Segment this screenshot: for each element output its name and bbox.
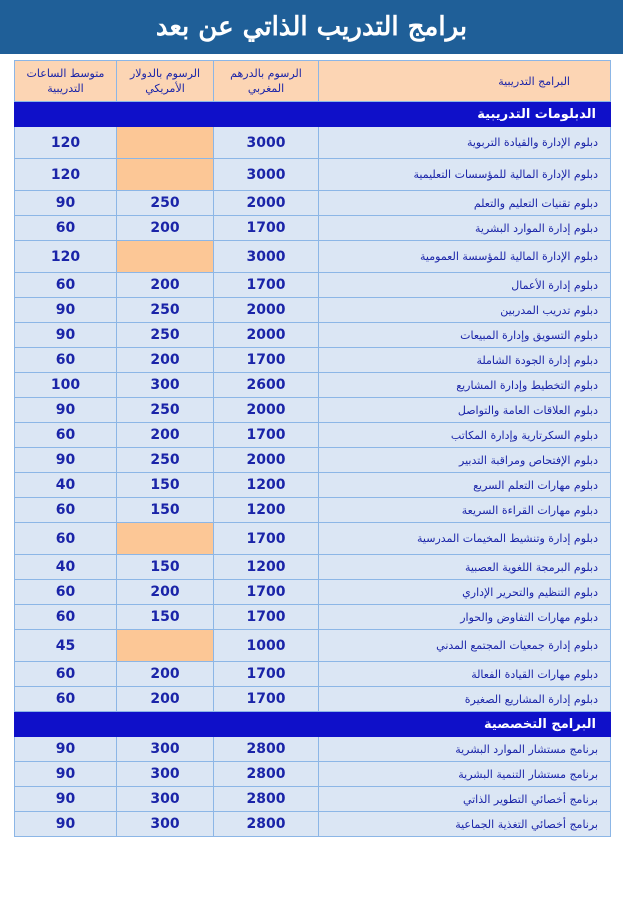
table-row <box>15 555 611 580</box>
program-name-cell: دبلوم الإدارة والقيادة التربوية <box>319 127 611 159</box>
table-row <box>15 323 611 348</box>
mad-fee-cell: 2800 <box>214 787 319 812</box>
table-row <box>15 159 611 191</box>
usd-fee-cell: 250 <box>117 398 214 423</box>
mad-fee-cell: 2800 <box>214 762 319 787</box>
header-mad: الرسوم بالدرهم المغربي <box>214 61 319 102</box>
mad-fee-cell: 2800 <box>214 812 319 837</box>
mad-fee-cell: 1700 <box>214 662 319 687</box>
usd-fee-cell: 250 <box>117 191 214 216</box>
hours-cell: 90 <box>15 787 117 812</box>
usd-fee-cell: 300 <box>117 373 214 398</box>
mad-fee-cell: 1200 <box>214 473 319 498</box>
usd-fee-cell <box>117 159 214 191</box>
program-name-cell: برنامج مستشار التنمية البشرية <box>319 762 611 787</box>
program-name-cell: برنامج مستشار الموارد البشرية <box>319 737 611 762</box>
usd-fee-cell: 150 <box>117 473 214 498</box>
hours-cell: 60 <box>15 273 117 298</box>
mad-fee-cell: 1700 <box>214 687 319 712</box>
program-name-cell: دبلوم التسويق وإدارة المبيعات <box>319 323 611 348</box>
page-title: برامج التدريب الذاتي عن بعد <box>155 12 468 42</box>
program-name-cell: دبلوم العلاقات العامة والتواصل <box>319 398 611 423</box>
program-name-cell: دبلوم السكرتارية وإدارة المكاتب <box>319 423 611 448</box>
usd-fee-cell: 200 <box>117 423 214 448</box>
table-row <box>15 580 611 605</box>
usd-fee-cell: 200 <box>117 348 214 373</box>
usd-fee-cell: 150 <box>117 555 214 580</box>
usd-fee-cell: 150 <box>117 605 214 630</box>
hours-cell: 45 <box>15 630 117 662</box>
program-name-cell: دبلوم التخطيط وإدارة المشاريع <box>319 373 611 398</box>
mad-fee-cell: 1700 <box>214 273 319 298</box>
mad-fee-cell: 1000 <box>214 630 319 662</box>
table-row <box>15 473 611 498</box>
program-name-cell: دبلوم إدارة وتنشيط المخيمات المدرسية <box>319 523 611 555</box>
usd-fee-cell <box>117 127 214 159</box>
header-usd: الرسوم بالدولار الأمريكي <box>117 61 214 102</box>
program-name-cell: برنامج أخصائي التغذية الجماعية <box>319 812 611 837</box>
table-row <box>15 662 611 687</box>
table-row <box>15 762 611 787</box>
hours-cell: 60 <box>15 687 117 712</box>
table-row <box>15 127 611 159</box>
usd-fee-cell: 250 <box>117 323 214 348</box>
section-header <box>15 712 611 737</box>
hours-cell: 90 <box>15 323 117 348</box>
hours-cell: 90 <box>15 398 117 423</box>
program-name-cell: دبلوم إدارة الجودة الشاملة <box>319 348 611 373</box>
program-name-cell: دبلوم مهارات القيادة الفعالة <box>319 662 611 687</box>
usd-fee-cell: 300 <box>117 787 214 812</box>
usd-fee-cell: 200 <box>117 687 214 712</box>
title-banner <box>0 0 623 54</box>
mad-fee-cell: 1200 <box>214 555 319 580</box>
table-row <box>15 448 611 473</box>
header-program: البرامج التدريبية <box>319 61 611 102</box>
program-name-cell: دبلوم تقنيات التعليم والتعلم <box>319 191 611 216</box>
header-hours: متوسط الساعات التدريبية <box>15 61 117 102</box>
table-row <box>15 787 611 812</box>
mad-fee-cell: 1700 <box>214 423 319 448</box>
hours-cell: 90 <box>15 298 117 323</box>
usd-fee-cell <box>117 241 214 273</box>
table-row <box>15 373 611 398</box>
mad-fee-cell: 1700 <box>214 605 319 630</box>
hours-cell: 90 <box>15 191 117 216</box>
program-name-cell: برنامج أخصائي التطوير الذاتي <box>319 787 611 812</box>
usd-fee-cell: 250 <box>117 448 214 473</box>
mad-fee-cell: 3000 <box>214 127 319 159</box>
program-name-cell: دبلوم الإدارة المالية للمؤسسة العمومية <box>319 241 611 273</box>
table-row <box>15 498 611 523</box>
hours-cell: 90 <box>15 448 117 473</box>
hours-cell: 40 <box>15 555 117 580</box>
table-row <box>15 630 611 662</box>
hours-cell: 60 <box>15 523 117 555</box>
program-name-cell: دبلوم إدارة الأعمال <box>319 273 611 298</box>
table-row <box>15 273 611 298</box>
usd-fee-cell: 250 <box>117 298 214 323</box>
table-row <box>15 241 611 273</box>
programs-table <box>14 60 611 837</box>
mad-fee-cell: 2000 <box>214 323 319 348</box>
program-name-cell: دبلوم إدارة الموارد البشرية <box>319 216 611 241</box>
mad-fee-cell: 2000 <box>214 448 319 473</box>
program-name-cell: دبلوم الإدارة المالية للمؤسسات التعليمية <box>319 159 611 191</box>
hours-cell: 120 <box>15 127 117 159</box>
section-title: البرامج التخصصية <box>15 712 611 737</box>
usd-fee-cell: 300 <box>117 762 214 787</box>
hours-cell: 120 <box>15 241 117 273</box>
table-header-row <box>15 61 611 102</box>
usd-fee-cell: 300 <box>117 737 214 762</box>
mad-fee-cell: 2000 <box>214 398 319 423</box>
table-row <box>15 812 611 837</box>
mad-fee-cell: 1700 <box>214 523 319 555</box>
mad-fee-cell: 1700 <box>214 580 319 605</box>
mad-fee-cell: 2000 <box>214 191 319 216</box>
section-title: الدبلومات التدريبية <box>15 102 611 127</box>
table-row <box>15 398 611 423</box>
hours-cell: 60 <box>15 423 117 448</box>
table-row <box>15 605 611 630</box>
program-name-cell: دبلوم البرمجة اللغوية العصبية <box>319 555 611 580</box>
table-row <box>15 737 611 762</box>
mad-fee-cell: 2600 <box>214 373 319 398</box>
program-name-cell: دبلوم مهارات التفاوض والحوار <box>319 605 611 630</box>
hours-cell: 90 <box>15 762 117 787</box>
usd-fee-cell: 200 <box>117 273 214 298</box>
usd-fee-cell <box>117 523 214 555</box>
mad-fee-cell: 1200 <box>214 498 319 523</box>
mad-fee-cell: 3000 <box>214 241 319 273</box>
program-name-cell: دبلوم الإفتحاص ومراقبة التدبير <box>319 448 611 473</box>
table-row <box>15 216 611 241</box>
program-name-cell: دبلوم مهارات القراءة السريعة <box>319 498 611 523</box>
program-name-cell: دبلوم مهارات التعلم السريع <box>319 473 611 498</box>
hours-cell: 100 <box>15 373 117 398</box>
table-row <box>15 687 611 712</box>
hours-cell: 60 <box>15 216 117 241</box>
usd-fee-cell: 300 <box>117 812 214 837</box>
mad-fee-cell: 2800 <box>214 737 319 762</box>
table-row <box>15 191 611 216</box>
hours-cell: 60 <box>15 605 117 630</box>
hours-cell: 40 <box>15 473 117 498</box>
hours-cell: 120 <box>15 159 117 191</box>
hours-cell: 90 <box>15 812 117 837</box>
section-header <box>15 102 611 127</box>
table-row <box>15 348 611 373</box>
program-name-cell: دبلوم إدارة المشاريع الصغيرة <box>319 687 611 712</box>
table-row <box>15 423 611 448</box>
usd-fee-cell: 200 <box>117 216 214 241</box>
program-name-cell: دبلوم تدريب المدربين <box>319 298 611 323</box>
mad-fee-cell: 2000 <box>214 298 319 323</box>
hours-cell: 60 <box>15 580 117 605</box>
program-name-cell: دبلوم التنظيم والتحرير الإداري <box>319 580 611 605</box>
hours-cell: 60 <box>15 498 117 523</box>
hours-cell: 90 <box>15 737 117 762</box>
usd-fee-cell: 200 <box>117 662 214 687</box>
mad-fee-cell: 1700 <box>214 348 319 373</box>
usd-fee-cell: 150 <box>117 498 214 523</box>
program-name-cell: دبلوم إدارة جمعيات المجتمع المدني <box>319 630 611 662</box>
usd-fee-cell <box>117 630 214 662</box>
mad-fee-cell: 1700 <box>214 216 319 241</box>
table-row <box>15 298 611 323</box>
mad-fee-cell: 3000 <box>214 159 319 191</box>
hours-cell: 60 <box>15 662 117 687</box>
hours-cell: 60 <box>15 348 117 373</box>
usd-fee-cell: 200 <box>117 580 214 605</box>
table-row <box>15 523 611 555</box>
